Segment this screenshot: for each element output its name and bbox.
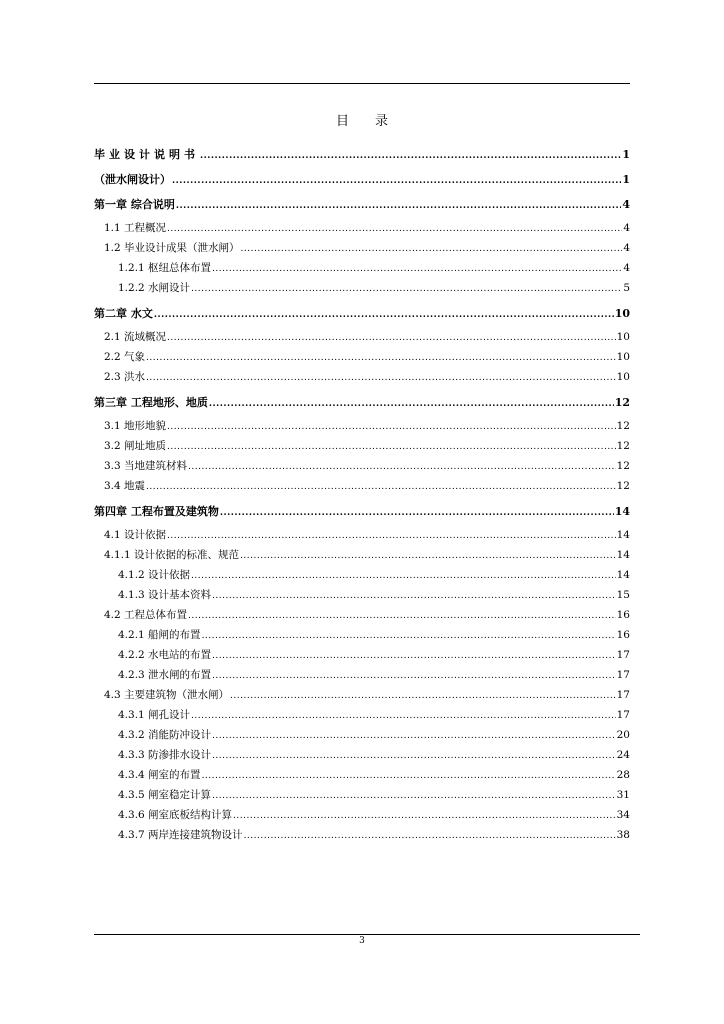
toc-leader-dots xyxy=(209,399,614,409)
toc-entry[interactable] xyxy=(94,146,630,162)
toc-entry-label: 4.3.6 闸室底板结构计算 xyxy=(118,809,233,821)
toc-entry-page: 24 xyxy=(616,749,630,761)
toc-leader-dots xyxy=(200,151,621,161)
toc-entry-label: 2.2 气象 xyxy=(104,351,146,363)
toc-entry-page: 4 xyxy=(622,198,630,211)
toc-entry-label: 4.3.3 防渗排水设计 xyxy=(118,749,212,761)
toc-entry-label: 2.1 流域概况 xyxy=(104,331,167,343)
toc-entry-label: 1.1 工程概况 xyxy=(104,222,167,234)
toc-entry-page: 16 xyxy=(616,629,630,641)
toc-entry-label: 第二章 水文 xyxy=(94,307,153,320)
toc-entry-page: 10 xyxy=(616,331,630,343)
toc-entry-page: 10 xyxy=(614,307,630,320)
toc-entry[interactable] xyxy=(94,503,630,519)
toc-entry-page: 12 xyxy=(616,420,630,432)
toc-entry[interactable] xyxy=(118,787,630,802)
toc-entry-page: 14 xyxy=(616,529,630,541)
toc-entry-page: 1 xyxy=(622,148,630,161)
toc-entry-label: 3.1 地形地貌 xyxy=(104,420,167,432)
toc-title-char-1: 目 xyxy=(335,114,349,129)
toc-leader-dots xyxy=(191,711,616,721)
toc-entry-page: 14 xyxy=(614,505,630,518)
toc-entry-page: 31 xyxy=(616,789,630,801)
toc-entry[interactable] xyxy=(104,369,630,384)
toc-entry-label: 4.1.1 设计依据的标准、规范 xyxy=(104,549,240,561)
toc-entry-label: 第一章 综合说明 xyxy=(94,198,175,211)
toc-leader-dots xyxy=(244,831,616,841)
toc-entry[interactable] xyxy=(104,220,630,235)
toc-entry[interactable] xyxy=(118,667,630,682)
toc-entry-label: 2.3 洪水 xyxy=(104,371,146,383)
toc-leader-dots xyxy=(191,571,616,581)
toc-entry[interactable] xyxy=(104,687,630,702)
toc-leader-dots xyxy=(202,771,616,781)
toc-leader-dots xyxy=(176,201,622,211)
toc-entry-label: 4.3.7 两岸连接建筑物设计 xyxy=(118,829,243,841)
toc-leader-dots xyxy=(167,224,622,234)
toc-entry-page: 12 xyxy=(616,440,630,452)
toc-entry-page: 12 xyxy=(614,396,630,409)
toc-entry[interactable] xyxy=(118,280,630,295)
toc-entry-page: 17 xyxy=(616,689,630,701)
toc-entry-page: 17 xyxy=(616,649,630,661)
toc-entry[interactable] xyxy=(94,394,630,410)
toc-entry[interactable] xyxy=(118,747,630,762)
toc-entry-label: 第三章 工程地形、地质 xyxy=(94,396,208,409)
toc-entry-page: 4 xyxy=(623,262,630,274)
toc-entry-label: 4.3.1 闸孔设计 xyxy=(118,709,191,721)
toc-leader-dots xyxy=(233,811,616,821)
toc-entry-label: 1.2 毕业设计成果（泄水闸） xyxy=(104,242,240,254)
toc-entry-page: 20 xyxy=(616,729,630,741)
toc-entry-page: 4 xyxy=(623,222,630,234)
toc-leader-dots xyxy=(146,373,616,383)
toc-entry[interactable] xyxy=(118,260,630,275)
toc-entry[interactable] xyxy=(104,438,630,453)
toc-entry[interactable] xyxy=(104,418,630,433)
toc-entry-page: 17 xyxy=(616,669,630,681)
toc-leader-dots xyxy=(230,691,616,701)
toc-entry[interactable] xyxy=(118,647,630,662)
page-number: 3 xyxy=(359,936,365,946)
toc-entry[interactable] xyxy=(118,807,630,822)
toc-entry[interactable] xyxy=(94,171,630,187)
toc-entry[interactable] xyxy=(118,727,630,742)
toc-leader-dots xyxy=(191,284,622,294)
toc-entry[interactable] xyxy=(104,478,630,493)
toc-entry[interactable] xyxy=(118,627,630,642)
toc-leader-dots xyxy=(212,671,616,681)
toc-entry-label: 第四章 工程布置及建筑物 xyxy=(94,505,219,518)
toc-entry-page: 10 xyxy=(616,351,630,363)
toc-entry-label: （泄水闸设计） xyxy=(94,173,171,186)
toc-entry-label: 3.3 当地建筑材料 xyxy=(104,460,188,472)
toc-entry-page: 4 xyxy=(623,242,630,254)
toc-entry-page: 17 xyxy=(616,709,630,721)
toc-leader-dots xyxy=(212,731,616,741)
toc-entry-page: 38 xyxy=(616,829,630,841)
toc-leader-dots xyxy=(188,611,616,621)
toc-entry[interactable] xyxy=(118,767,630,782)
toc-entry-label: 4.3.5 闸室稳定计算 xyxy=(118,789,212,801)
toc-leader-dots xyxy=(212,651,616,661)
toc-leader-dots xyxy=(146,353,616,363)
toc-leader-dots xyxy=(146,482,616,492)
toc-entry-label: 4.1.3 设计基本资料 xyxy=(118,589,212,601)
toc-entry[interactable] xyxy=(118,827,630,842)
toc-entry-label: 3.2 闸址地质 xyxy=(104,440,167,452)
toc-leader-dots xyxy=(212,591,616,601)
toc-entry-page: 5 xyxy=(623,282,630,294)
toc-title-char-2: 录 xyxy=(375,114,389,129)
toc-leader-dots xyxy=(212,791,616,801)
toc-entry[interactable] xyxy=(94,305,630,321)
toc-entry-label: 4.3.2 消能防冲设计 xyxy=(118,729,212,741)
toc-leader-dots xyxy=(167,531,616,541)
toc-leader-dots xyxy=(167,333,616,343)
toc-entry[interactable] xyxy=(104,458,630,473)
toc-entry-label: 4.2.3 泄水闸的布置 xyxy=(118,669,212,681)
toc-entry-page: 34 xyxy=(616,809,630,821)
toc-entry-page: 28 xyxy=(616,769,630,781)
toc-entry-label: 4.2.2 水电站的布置 xyxy=(118,649,212,661)
toc-entry-page: 1 xyxy=(622,173,630,186)
toc-entry-label: 4.3 主要建筑物（泄水闸） xyxy=(104,689,230,701)
header-rule xyxy=(94,83,630,84)
toc-leader-dots xyxy=(167,442,616,452)
toc-entry-label: 1.2.1 枢纽总体布置 xyxy=(118,262,212,274)
toc-title xyxy=(0,110,724,129)
toc-entry-page: 14 xyxy=(616,549,630,561)
toc-leader-dots xyxy=(172,176,621,186)
toc-leader-dots xyxy=(167,422,616,432)
toc-entry-label: 4.1.2 设计依据 xyxy=(118,569,191,581)
toc-leader-dots xyxy=(212,264,622,274)
toc-leader-dots xyxy=(220,508,614,518)
toc-entry-label: 毕业设计说明书 xyxy=(94,148,199,161)
footer-rule xyxy=(94,934,640,935)
toc-entry-page: 12 xyxy=(616,460,630,472)
toc-leader-dots xyxy=(212,751,616,761)
toc-entry[interactable] xyxy=(104,329,630,344)
toc-leader-dots xyxy=(154,310,614,320)
toc-entry[interactable] xyxy=(94,196,630,212)
toc-entry-label: 4.2 工程总体布置 xyxy=(104,609,188,621)
toc-leader-dots xyxy=(188,462,616,472)
toc-entry-page: 12 xyxy=(616,480,630,492)
toc-entry-page: 15 xyxy=(616,589,630,601)
toc-entry-label: 3.4 地震 xyxy=(104,480,146,492)
toc-entry[interactable] xyxy=(104,527,630,542)
toc-leader-dots xyxy=(241,244,623,254)
toc-entry-page: 14 xyxy=(616,569,630,581)
toc-entry[interactable] xyxy=(104,607,630,622)
toc-entry[interactable] xyxy=(118,707,630,722)
toc-entry[interactable] xyxy=(118,567,630,582)
toc-entry-page: 10 xyxy=(616,371,630,383)
toc-entry[interactable] xyxy=(118,587,630,602)
toc-leader-dots xyxy=(202,631,616,641)
toc-entry-label: 4.1 设计依据 xyxy=(104,529,167,541)
toc-entry-page: 16 xyxy=(616,609,630,621)
toc-entry[interactable] xyxy=(104,240,630,255)
toc-entry-label: 4.3.4 闸室的布置 xyxy=(118,769,201,781)
toc-entry-label: 4.2.1 船闸的布置 xyxy=(118,629,201,641)
toc-entry-label: 1.2.2 水闸设计 xyxy=(118,282,191,294)
toc-leader-dots xyxy=(240,551,616,561)
toc-entry[interactable] xyxy=(104,547,630,562)
toc-entry[interactable] xyxy=(104,349,630,364)
